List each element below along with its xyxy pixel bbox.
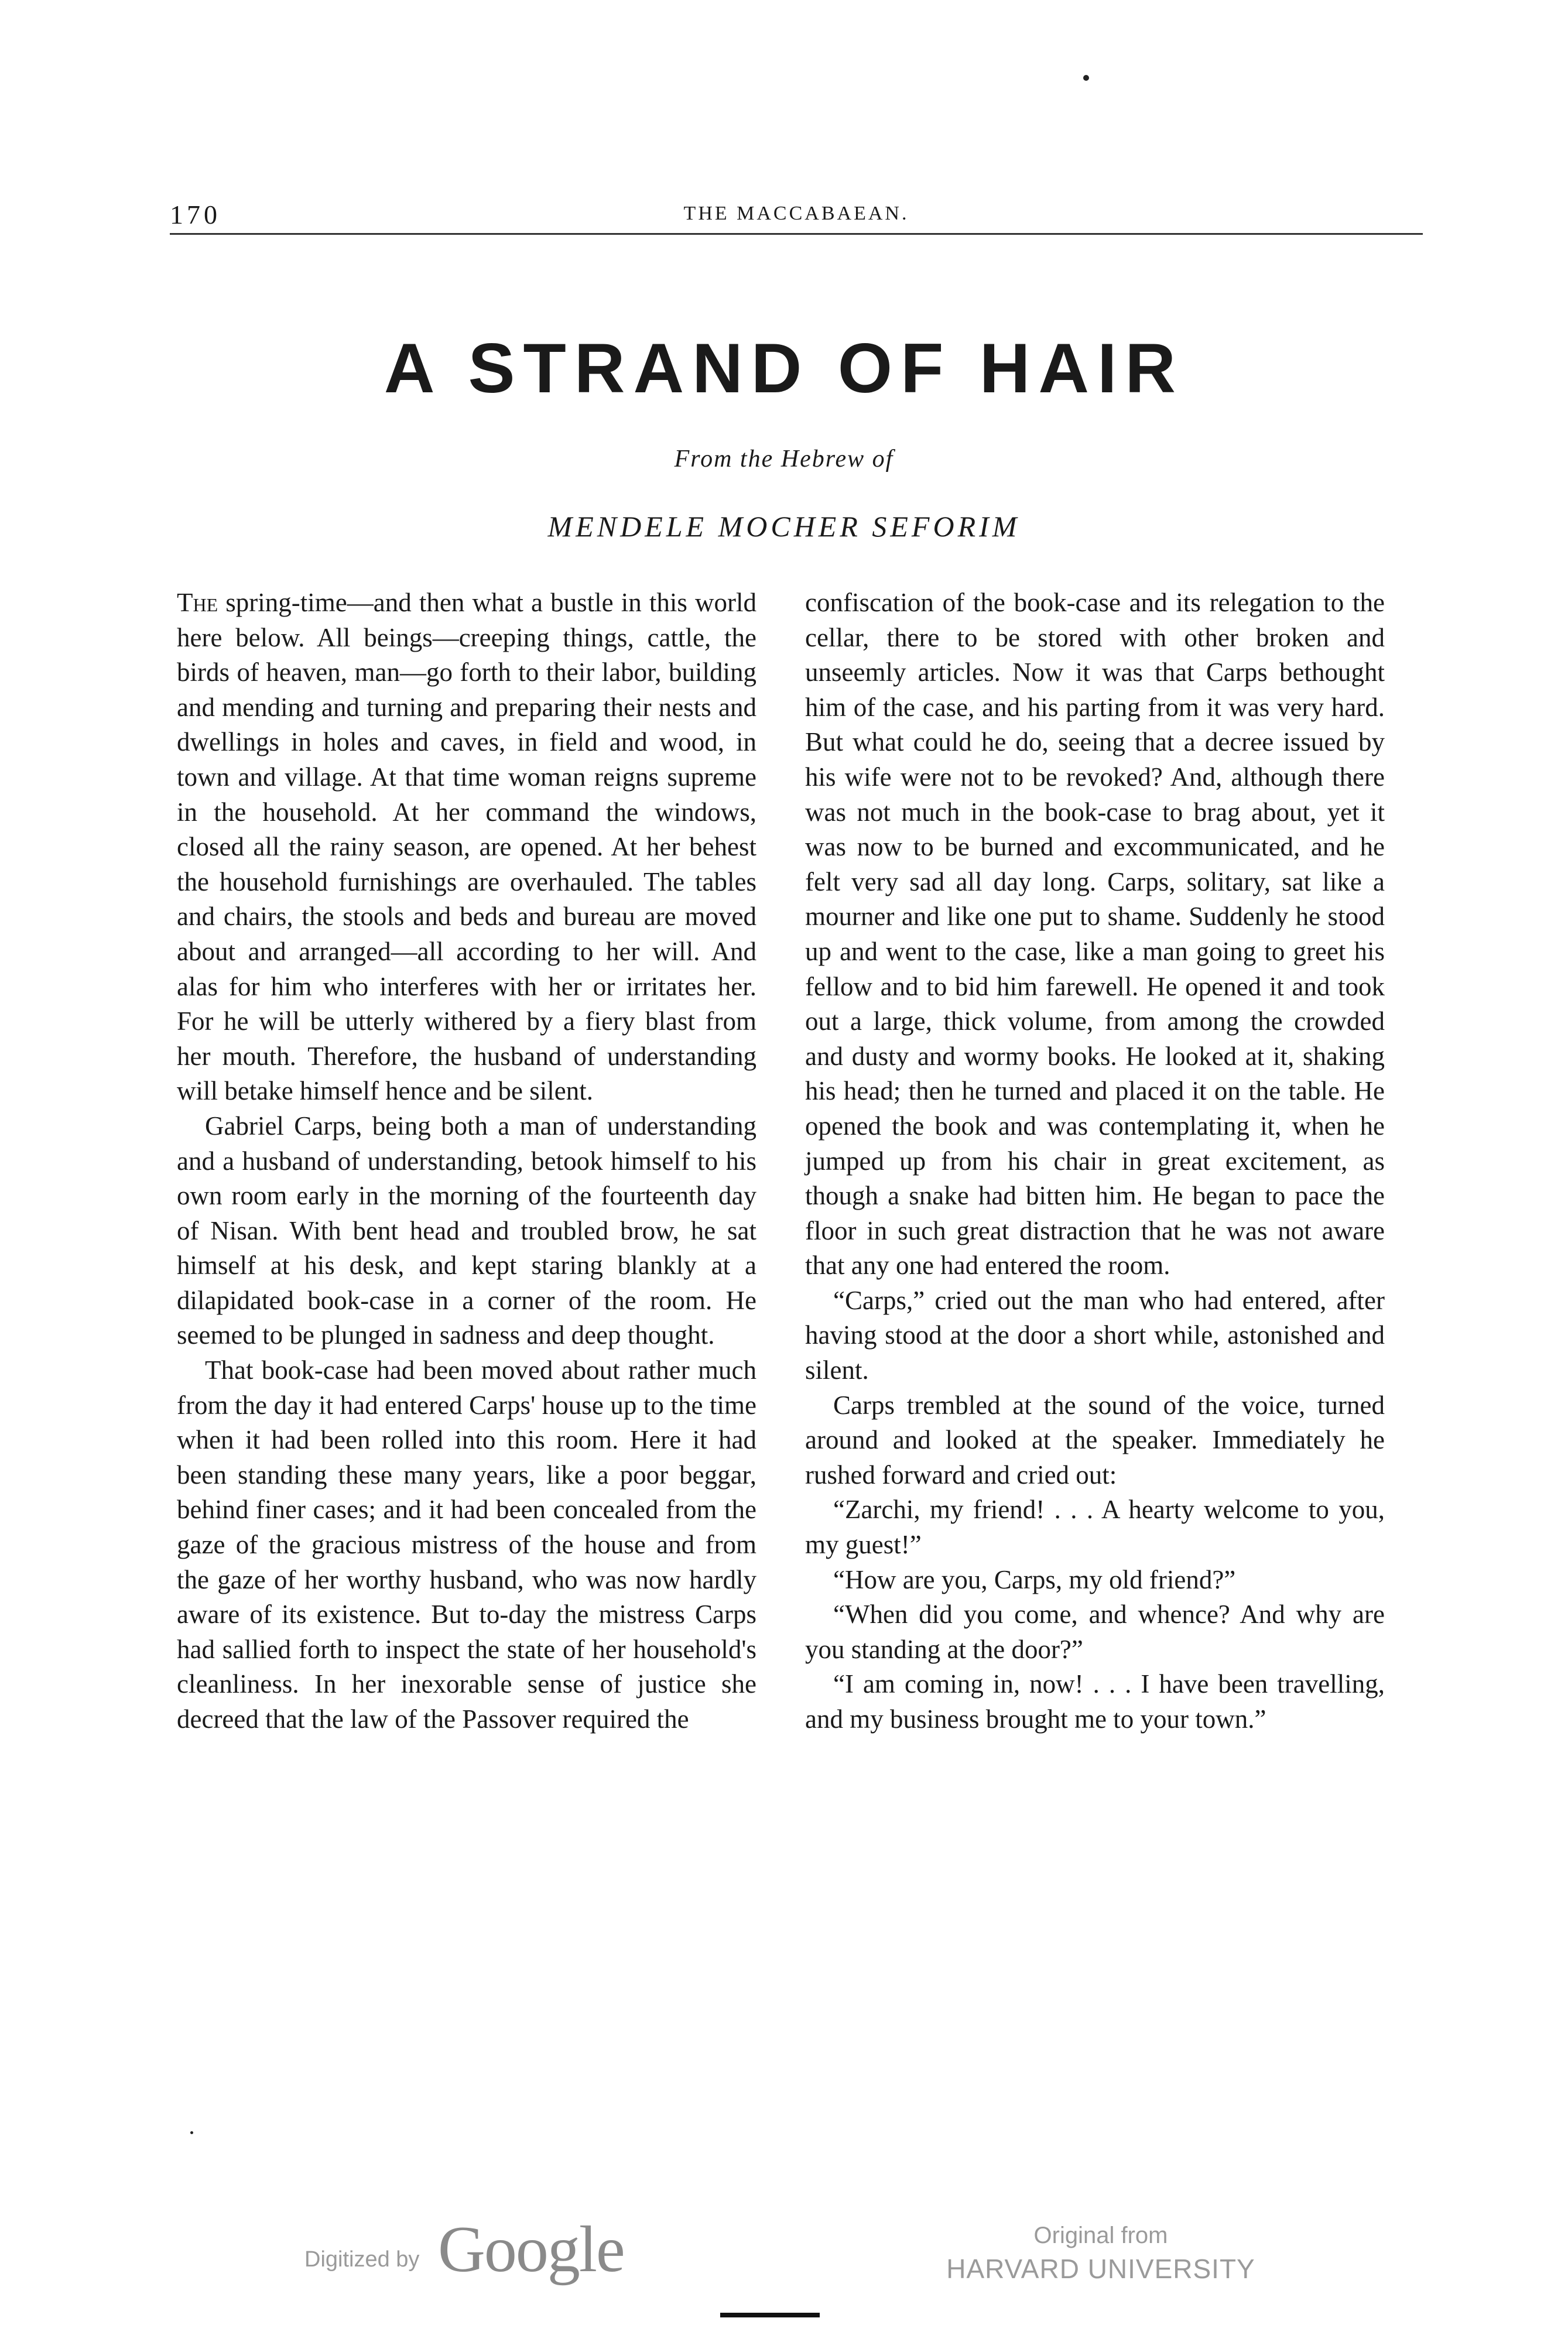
scan-edge-bar	[720, 2313, 820, 2317]
google-logo: Google	[438, 2213, 624, 2286]
paragraph: “Carps,” cried out the man who had entered, after having stood at the door a short while, astonished and silent.	[805, 1285, 1385, 1385]
original-source-watermark	[937, 2219, 1265, 2286]
paragraph: “Zarchi, my friend! . . . A hearty welcome to you, my guest!”	[805, 1495, 1385, 1560]
right-column	[805, 586, 1385, 1737]
paragraph: Carps trembled at the sound of the voice, turned around and looked at the speaker. Immediately he rushed forward and cried out:	[805, 1390, 1385, 1490]
page-header	[170, 193, 1423, 240]
left-column	[177, 586, 756, 1737]
scan-speck	[1083, 75, 1089, 81]
article-title: A STRAND OF HAIR	[384, 329, 1184, 408]
paragraph: Gabriel Carps, being both a man of understanding and a husband of understanding, betook himself to his own room early in the morning of the fourteenth day of Nisan. With bent head and troubled brow, he sat himself at his desk, and kept staring blankly at a dilapidated book-case in a corner of the room. He seemed to be plunged in sadness and deep thought.	[177, 1111, 756, 1350]
article-author: MENDELE MOCHER SEFORIM	[547, 510, 1021, 543]
paragraph: “I am coming in, now! . . . I have been travelling, and my business brought me to your town.”	[805, 1669, 1385, 1734]
paragraph: “When did you come, and whence? And why are you standing at the door?”	[805, 1600, 1385, 1664]
opening-word: The	[177, 588, 218, 617]
paragraph: confiscation of the book-case and its relegation to the cellar, there to be stored with other broken and unseemly articles. Now it was that Carps bethought him of the case, and his parting from it was very hard. But what could he do, seeing that a decree issued by his wife were not to be revoked? And, although there was not much in the book-case to brag about, yet it was now to be burned and excommunicated, and he felt very sad all day long. Carps, solitary, sat like a mourner and like one put to shame. Suddenly he stood up and went to the case, like a man going to greet his fellow and to bid him farewell. He opened it and took out a large, thick volume, from among the crowded and dusty and wormy books. He looked at it, shaking his head; then he turned and placed it on the table. He opened the book and was contemplating it, when he jumped up from his chair in great excitement, as though a snake had bitten him. He began to pace the floor in such great distraction that he was not aware that any one had entered the room.	[805, 588, 1385, 1280]
page-number: 170	[170, 200, 221, 230]
original-from-label: Original from	[1033, 2223, 1168, 2248]
paragraph: That book-case had been moved about rather much from the day it had entered Carps' house up to the time when it had been rolled into this room. Here it had been standing these many years, like a poor beggar, behind finer cases; and it had been concealed from the gaze of the gracious mistress of the house and from the gaze of her worthy husband, who was now hardly aware of its existence. But to-day the mistress Carps had sallied forth to inspect the state of her household's cleanliness. In her inexorable sense of justice she decreed that the law of the Passover required the	[177, 1355, 756, 1734]
digitized-by-watermark	[304, 2207, 656, 2289]
institution-label: HARVARD UNIVERSITY	[946, 2254, 1255, 2284]
header-rule	[170, 233, 1423, 235]
paragraph: “How are you, Carps, my old friend?”	[833, 1564, 1236, 1594]
paragraph-text: spring-time—and then what a bustle in this world here below. All beings—creeping things, cattle, the birds of heaven, man—go forth to their labor, building and mending and turning and preparing their nests and dwellings in holes and caves, in field and wood, in town and village. At that time woman reigns supreme in the household. At her command the windows, closed all the rainy season, are opened. At her behest the household furnishings are overhauled. The tables and chairs, the stools and beds and bureau are moved about and arranged—all according to her will. And alas for him who interferes with her or irritates her. For he will be utterly withered by a fiery blast from her mouth. Therefore, the husband of understanding will betake himself hence and be silent.	[177, 588, 756, 1106]
article-subtitle: From the Hebrew of	[674, 446, 894, 472]
paragraph	[177, 586, 756, 1109]
digitized-by-label: Digitized by	[304, 2247, 420, 2272]
running-head: THE MACCABAEAN.	[683, 203, 909, 224]
scan-speck	[190, 2131, 193, 2134]
